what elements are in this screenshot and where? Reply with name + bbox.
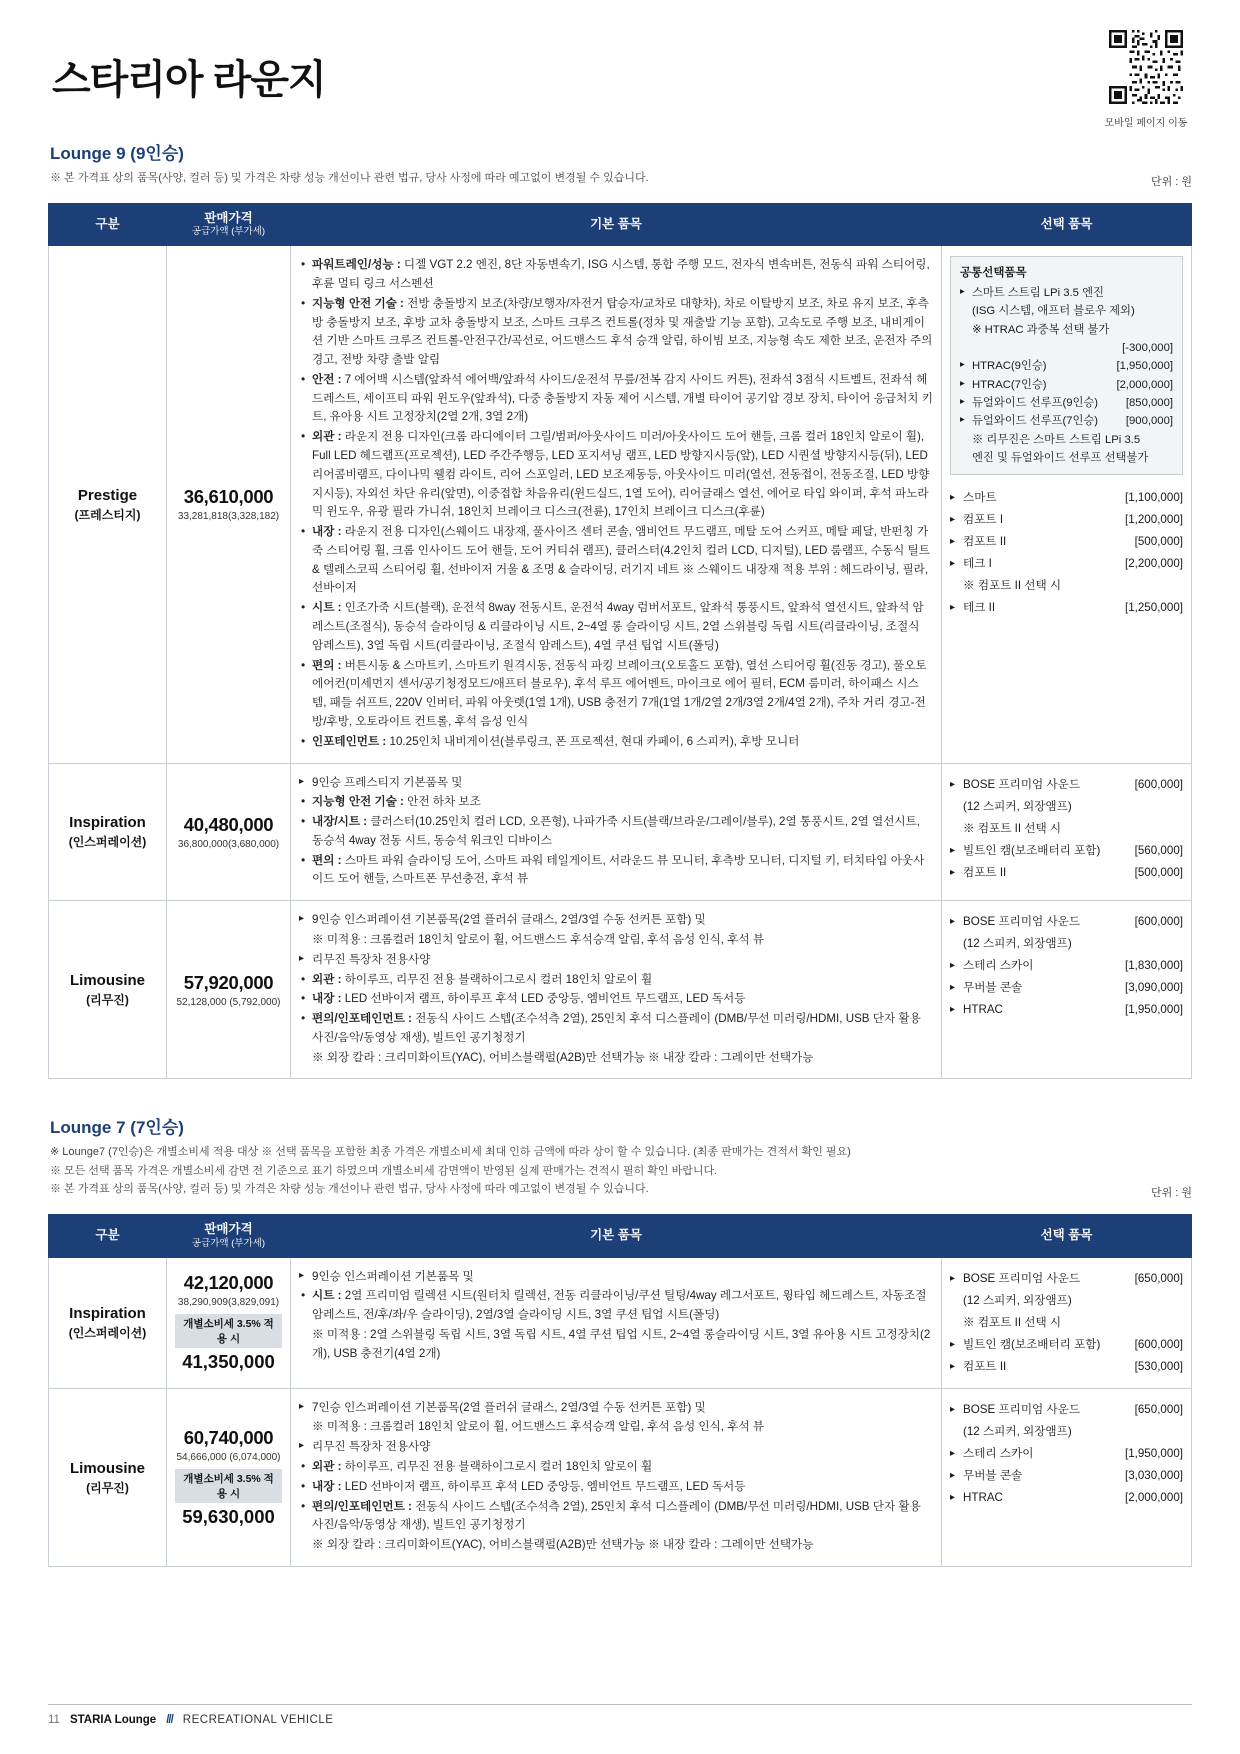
base-item-label: 시트 : <box>312 1289 345 1303</box>
base-item <box>299 1399 933 1418</box>
base-item-text: 7인승 인스퍼레이션 기본품목(2열 플러쉬 글래스, 2열/3열 수동 선커튼 포함) 및 <box>312 1400 706 1414</box>
base-item-text: 2열 프리미엄 릴렉션 시트(원터치 릴렉션, 전동 리클라이닝/쿠션 틸팅/4way 레그서포트, 윙타입 헤드레스트, 자동조절 암레스트, 전/후/좌/우 슬라이딩), 2열/3열 슬라이딩 시트, 3열 쿠션 팁업 시트(폴딩) <box>312 1289 927 1322</box>
section2-note-0: ※ Lounge7 (7인승)은 개별소비세 적용 대상 ※ 선택 품목을 포함한 최종 가격은 개별소비세 최대 인하 금액에 따라 상이 할 수 있습니다. (최종 판매가는 견적서 확인 필요) <box>50 1146 851 1159</box>
section-title-lounge7: Lounge 7 (7인승) <box>50 1118 184 1138</box>
base-item-text: 안전 하차 보조 <box>407 795 481 809</box>
base-item-list <box>299 256 933 751</box>
option-label: 듀얼와이드 선루프(9인승) <box>972 396 1099 409</box>
base-item <box>299 813 933 851</box>
option-label: 컴포트 II <box>963 865 1007 879</box>
option-label: ※ 컴포트 II 선택 시 <box>963 1315 1062 1329</box>
option-label: HTRAC <box>963 1490 1003 1504</box>
base-item-label: 인포테인먼트 : <box>312 734 390 748</box>
option-amount: [650,000] <box>1134 1402 1183 1416</box>
base-item <box>299 1498 933 1536</box>
option-amount: [600,000] <box>1134 777 1183 791</box>
base-item-label: 내장 : <box>312 1479 345 1493</box>
grade-cell <box>49 1388 167 1566</box>
option-amount: [1,250,000] <box>1124 601 1183 615</box>
option-label: (12 스피커, 외장앰프) <box>963 1424 1072 1438</box>
base-item-list <box>299 774 933 890</box>
price-supply-value: 52,128,000 (5,792,000) <box>176 996 281 1008</box>
base-item <box>299 793 933 812</box>
base-item-list <box>299 1399 933 1555</box>
option-item[interactable] <box>950 1443 1183 1465</box>
option-item[interactable] <box>950 796 1183 818</box>
option-label: HTRAC(9인승) <box>972 360 1047 373</box>
base-item <box>299 295 933 370</box>
option-list <box>950 774 1183 884</box>
option-item[interactable] <box>950 597 1183 619</box>
grade-name-kr: (리무진) <box>86 993 129 1008</box>
base-item <box>299 911 933 930</box>
base-item-text: 라운지 전용 디자인(크롬 라디에이터 그릴/범퍼/아웃사이드 미러/아웃사이드 도어 핸들, 크롬 컬러 18인치 알로이 휠), Full LED 헤드램프(프로젝션), LED 주간주행등, LED 포지셔닝 램프, LED 방향지시등(앞), LED 시퀀셜 방향지시등(뒤), LED 리어콤비램프, 다이나믹 웰컴 라이트, 리어 스포일러, LED 보조제동등, 아웃사이드 미러(열선, 전동접이, 전동조절, LED 방향지시등), 자외선 차단 유리(앞면), 이중접합 차음유리(윈드실드, 1열 도어), 리어글래스 열선, 에어로 타입 와이퍼, 후석 파노라믹 윈도우, 유광 필라 가니쉬, 18인치 브레이크 디스크(전륜), 17인치 브레이크 디스크(후륜) <box>312 430 930 519</box>
base-items-cell <box>291 901 942 1079</box>
base-item <box>299 371 933 427</box>
option-amount: [500,000] <box>1134 865 1183 879</box>
base-item <box>299 733 933 752</box>
option-label: 스테리 스카이 <box>963 1446 1034 1460</box>
option-item[interactable] <box>960 376 1173 394</box>
page-footer <box>48 1704 1192 1726</box>
option-label: 테크 I <box>963 557 992 571</box>
common-option-box <box>950 256 1183 475</box>
option-amount: [600,000] <box>1134 1337 1183 1351</box>
base-item-list <box>299 911 933 1067</box>
option-label: 스마트 <box>963 491 997 505</box>
base-item <box>299 428 933 522</box>
base-item-text: 버튼시동 & 스마트키, 스마트키 원격시동, 전동식 파킹 브레이크(오토홀드 포함), 열선 스티어링 휠(진동 경고), 풀오토 에어컨(미세먼지 센서/공기청정모드/애프터 블로우), 후석 루프 에어벤트, 마이크로 에어 필터, ECM 룸미러, 하이패스 시스템, 패들 쉬프트, 220V 인버터, 파워 아웃렛(1열 1개), USB 충전기 7개(1열 1개/2열 2개/3열 2개/4열 2개), 주차 거리 경고-전방/후방, 오토라이트 컨트롤, 후석 음성 인식 <box>312 658 927 728</box>
base-item-text: 라운지 전용 디자인(스웨이드 내장재, 풀사이즈 센터 콘솔, 앰비언트 무드램프, 메탈 도어 스커프, 메탈 페달, 반펀칭 가죽 스티어링 휠, 크롬 인사이드 도어 핸들, 도어 커티쉬 램프), 클러스터(4.2인치 컬러 LCD, 디지털), LED 룸램프, 수동식 틸트 & 텔레스코픽 스티어링 휠, 선바이저 거울 & 조명 & 슬라이딩, 러기지 네트 ※ 스웨이드 내장재 적용 부위 : 헤드라이닝, 필라, 선바이저 <box>312 525 930 595</box>
base-item-text: 7 에어백 시스템(앞좌석 에어백/앞좌석 사이드/운전석 무릎/전복 감지 사이드 커튼), 전좌석 3점식 시트벨트, 전좌석 헤드레스트, 세이프티 파워 윈도우(앞좌석), 다중 충돌방지 자동 제어 시스템, 개별 타이어 공기압 경보 장치, 타이어 응급처치 키트, 유아용 시트 고정장치(2열 2개, 3열 2개) <box>312 372 933 424</box>
col-base: 기본 품목 <box>291 1214 942 1257</box>
base-item <box>299 1536 933 1555</box>
option-label: 테크 II <box>963 601 996 615</box>
options-cell <box>942 901 1192 1079</box>
option-label: BOSE 프리미엄 사운드 <box>963 777 1081 791</box>
table-header-row <box>49 1214 1192 1257</box>
base-item <box>299 256 933 294</box>
base-item-text: ※ 외장 칼라 : 크리미화이트(YAC), 어비스블랙펄(A2B)만 선택가능 ※ 내장 칼라 : 그레이만 선택가능 <box>312 1538 814 1552</box>
col-base: 기본 품목 <box>291 203 942 246</box>
col-gubun: 구분 <box>49 1214 167 1257</box>
option-amount: [1,950,000] <box>1124 1003 1183 1017</box>
option-label: 엔진 및 듀얼와이드 선루프 선택불가 <box>972 451 1149 464</box>
footer-separator: /// <box>166 1714 173 1726</box>
section-title-lounge9: Lounge 9 (9인승) <box>50 144 184 163</box>
page-title: 스타리아 라운지 <box>52 58 326 102</box>
option-amount: [560,000] <box>1134 843 1183 857</box>
base-item-label: 지능형 안전 기술 : <box>312 795 408 809</box>
qr-block <box>1100 30 1192 129</box>
base-item <box>299 774 933 793</box>
base-item <box>299 657 933 732</box>
option-list <box>950 1268 1183 1378</box>
option-amount: [1,950,000] <box>1116 360 1173 373</box>
option-label: ※ 컴포트 II 선택 시 <box>963 821 1062 835</box>
price-table-lounge7 <box>48 1214 1192 1567</box>
base-item-text: 클러스터(10.25인치 컬러 LCD, 오픈형), 나파가죽 시트(블랙/브라운/그레이/블루), 2열 통풍시트, 2열 열선시트, 동승석 4way 전동 시트, 동승석 워크인 디바이스 <box>312 815 921 847</box>
base-item-label: 편의 : <box>312 658 345 672</box>
option-item[interactable] <box>960 412 1173 430</box>
price-table-lounge9 <box>48 203 1192 1080</box>
base-item-text: LED 선바이저 램프, 하이루프 후석 LED 중앙등, 엠비언트 무드램프, LED 독서등 <box>344 992 746 1006</box>
base-item-label: 내장 : <box>312 525 345 539</box>
grade-name: Limousine <box>69 1459 145 1477</box>
grade-name: Prestige <box>77 486 138 504</box>
price-after-tax: 59,630,000 <box>182 1505 275 1527</box>
options-cell <box>942 1388 1192 1566</box>
section2-unit: 단위 : 원 <box>1150 1186 1192 1199</box>
option-amount: [3,090,000] <box>1124 981 1183 995</box>
option-amount: [650,000] <box>1134 1271 1183 1285</box>
option-amount: [2,000,000] <box>1124 1490 1183 1504</box>
section1-unit: 단위 : 원 <box>1150 175 1192 188</box>
option-item[interactable] <box>950 531 1183 553</box>
option-item[interactable] <box>960 284 1173 302</box>
price-value: 42,120,000 <box>183 1272 274 1294</box>
base-item-label: 편의/인포테인먼트 : <box>312 1499 416 1513</box>
option-label: 빌트인 캠(보조배터리 포함) <box>963 843 1101 857</box>
tax-badge: 개별소비세 3.5% 적용 시 <box>175 1469 282 1503</box>
base-item-text: 전동식 사이드 스텝(조수석측 2열), 25인치 후석 디스플레이 (DMB/무선 미러링/HDMI, USB 단자 활용 사진/음악/동영상 재생), 빌트인 공기청정기 <box>312 1499 921 1532</box>
option-amount: [1,950,000] <box>1124 1446 1183 1460</box>
col-option: 선택 품목 <box>942 203 1192 246</box>
option-label: (12 스피커, 외장앰프) <box>963 1293 1072 1307</box>
grade-cell <box>49 763 167 901</box>
option-list <box>950 1399 1183 1509</box>
footer-category: RECREATIONAL VEHICLE <box>182 1714 334 1726</box>
option-item[interactable] <box>950 1487 1183 1509</box>
base-item-text: ※ 미적용 : 크롬컬러 18인치 알로이 휠, 어드밴스드 후석승객 알림, 후석 음성 인식, 후석 뷰 <box>312 932 765 946</box>
base-item-text: ※ 외장 칼라 : 크리미화이트(YAC), 어비스블랙펄(A2B)만 선택가능 ※ 내장 칼라 : 그레이만 선택가능 <box>312 1050 814 1064</box>
option-amount: [3,030,000] <box>1124 1468 1183 1482</box>
price-value: 36,610,000 <box>183 486 274 508</box>
base-item-text: 전동식 사이드 스텝(조수석측 2열), 25인치 후석 디스플레이 (DMB/무선 미러링/HDMI, USB 단자 활용 사진/음악/동영상 재생), 빌트인 공기청정기 <box>312 1012 921 1044</box>
option-label: 듀얼와이드 선루프(7인승) <box>972 415 1099 428</box>
option-label: (12 스피커, 외장앰프) <box>963 799 1072 813</box>
price-supply-value: 33,281,818(3,328,182) <box>177 511 280 523</box>
base-item-label: 내장/시트 : <box>312 815 371 829</box>
table-header-row <box>49 203 1192 246</box>
base-item-text: 리무진 특장차 전용사양 <box>312 952 431 966</box>
option-item[interactable] <box>950 1399 1183 1421</box>
option-item[interactable] <box>950 575 1183 597</box>
grade-name-kr: (인스퍼레이션) <box>68 1326 147 1341</box>
base-item-label: 편의 : <box>312 853 345 867</box>
option-amount: [850,000] <box>1125 396 1173 409</box>
base-item-text: 9인승 프레스티지 기본품목 및 <box>312 775 463 789</box>
base-item-text: 리무진 특장차 전용사양 <box>312 1440 431 1454</box>
option-item[interactable] <box>960 302 1173 320</box>
base-item-label: 파워트레인/성능 : <box>312 258 404 272</box>
option-label: HTRAC(7인승) <box>972 378 1047 391</box>
option-amount: [2,200,000] <box>1124 557 1183 571</box>
base-item-text: 하이루프, 리무진 전용 블랙하이그로시 컬러 18인치 알로이 휠 <box>344 972 653 986</box>
option-item[interactable] <box>960 431 1173 449</box>
price-cell <box>167 1257 291 1388</box>
options-cell <box>942 1257 1192 1388</box>
base-item <box>299 1326 933 1364</box>
table-row <box>49 763 1192 901</box>
grade-name: Inspiration <box>69 814 146 832</box>
common-option-title: 공통선택품목 <box>960 267 1027 280</box>
option-item[interactable] <box>950 1312 1183 1334</box>
option-item[interactable] <box>950 999 1183 1021</box>
grade-cell <box>49 901 167 1079</box>
base-item-text: 9인승 인스퍼레이션 기본품목 및 <box>312 1269 474 1283</box>
option-amount: [600,000] <box>1134 915 1183 929</box>
option-amount: [1,200,000] <box>1124 513 1183 527</box>
option-label: 스마트 스트림 LPi 3.5 엔진 <box>972 287 1104 300</box>
base-item <box>299 1287 933 1325</box>
col-gubun: 구분 <box>49 203 167 246</box>
price-supply-value: 36,800,000(3,680,000) <box>177 838 280 850</box>
base-item-text: LED 선바이저 램프, 하이루프 후석 LED 중앙등, 엠비언트 무드램프, LED 독서등 <box>344 1479 746 1493</box>
base-item <box>299 1438 933 1457</box>
option-label: ※ 리무진은 스마트 스트림 LPi 3.5 <box>972 433 1141 446</box>
base-item-text: ※ 미적용 : 크롬컬러 18인치 알로이 휠, 어드밴스드 후석승객 알림, 후석 음성 인식, 후석 뷰 <box>312 1420 765 1434</box>
price-supply-value: 38,290,909(3,829,091) <box>177 1297 280 1309</box>
base-item-text: 9인승 인스퍼레이션 기본품목(2열 플러쉬 글래스, 2열/3열 수동 선커튼 포함) 및 <box>312 913 706 927</box>
option-label: 컴포트 II <box>963 1359 1007 1373</box>
grade-name-kr: (리무진) <box>86 1480 129 1495</box>
table-row <box>49 1388 1192 1566</box>
base-item-text: 디젤 VGT 2.2 엔진, 8단 자동변속기, ISG 시스템, 통합 주행 모드, 전자식 변속버튼, 전동식 파워 스티어링, 후륜 멀티 링크 서스펜션 <box>312 258 930 290</box>
qr-caption: 모바일 페이지 이동 <box>1104 118 1188 129</box>
option-amount: [900,000] <box>1125 415 1173 428</box>
option-item[interactable] <box>960 394 1173 412</box>
option-item[interactable] <box>950 1465 1183 1487</box>
base-item-label: 외관 : <box>312 972 345 986</box>
base-item <box>299 951 933 970</box>
base-item-label: 안전 : <box>312 372 345 386</box>
base-item-label: 내장 : <box>312 992 345 1006</box>
base-item-text: 10.25인치 내비게이션(블루링크, 폰 프로젝션, 현대 카페이, 6 스피커), 후방 모니터 <box>389 734 800 748</box>
col-price: 판매가격 공급가액 (부가세) <box>167 1214 291 1257</box>
option-list <box>960 284 1173 467</box>
base-item <box>299 1010 933 1048</box>
option-item[interactable] <box>960 339 1173 357</box>
option-label: BOSE 프리미엄 사운드 <box>963 1271 1081 1285</box>
option-list <box>950 911 1183 1021</box>
option-item[interactable] <box>950 553 1183 575</box>
option-label: 무버블 콘솔 <box>963 1468 1023 1482</box>
option-item[interactable] <box>950 1421 1183 1443</box>
base-item-list <box>299 1268 933 1364</box>
base-items-cell <box>291 246 942 763</box>
option-item[interactable] <box>950 933 1183 955</box>
option-amount: [-300,000] <box>1122 342 1173 355</box>
section2-note-2: ※ 본 가격표 상의 품목(사양, 컬러 등) 및 가격은 차량 성능 개선이나 관련 법규, 당사 사정에 따라 예고없이 변경될 수 있습니다. <box>50 1183 649 1196</box>
base-item-text: 스마트 파워 슬라이딩 도어, 스마트 파워 테일게이트, 서라운드 뷰 모니터, 후측방 모니터, 디지털 키, 터치타입 아웃사이드 도어 핸들, 스마트폰 무선충전, 후석 뷰 <box>312 853 925 886</box>
option-item[interactable] <box>950 911 1183 933</box>
option-amount: [1,100,000] <box>1124 491 1183 505</box>
base-item <box>299 990 933 1009</box>
option-item[interactable] <box>960 449 1173 467</box>
tax-badge: 개별소비세 3.5% 적용 시 <box>175 1314 282 1348</box>
option-label: HTRAC <box>963 1003 1003 1017</box>
price-value: 57,920,000 <box>183 971 274 993</box>
grade-cell <box>49 246 167 763</box>
page-number: 11 <box>48 1714 60 1726</box>
option-label: ※ HTRAC 과중복 선택 불가 <box>972 323 1110 336</box>
base-item <box>299 599 933 655</box>
option-label: 빌트인 캠(보조배터리 포함) <box>963 1337 1101 1351</box>
option-item[interactable] <box>950 774 1183 796</box>
base-item-label: 외관 : <box>312 430 345 444</box>
base-item <box>299 931 933 950</box>
option-list <box>950 487 1183 619</box>
base-item <box>299 852 933 890</box>
option-label: (ISG 시스템, 애프터 블로우 제외) <box>972 305 1135 318</box>
base-items-cell <box>291 763 942 901</box>
option-item[interactable] <box>950 487 1183 509</box>
option-label: BOSE 프리미엄 사운드 <box>963 915 1081 929</box>
price-cell <box>167 246 291 763</box>
base-item <box>299 1478 933 1497</box>
option-item[interactable] <box>950 1334 1183 1356</box>
base-item-label: 편의/인포테인먼트 : <box>312 1012 416 1026</box>
table-row <box>49 901 1192 1079</box>
option-amount: [1,830,000] <box>1124 959 1183 973</box>
option-label: (12 스피커, 외장앰프) <box>963 937 1072 951</box>
price-after-tax: 41,350,000 <box>182 1351 275 1373</box>
price-value: 40,480,000 <box>183 813 274 835</box>
options-cell <box>942 246 1192 763</box>
option-label: 컴포트 II <box>963 535 1007 549</box>
base-item-label: 시트 : <box>312 601 345 615</box>
section2-note-1: ※ 모든 선택 품목 가격은 개별소비세 감면 전 기준으로 표기 하였으며 개별소비세 감면액이 반영된 실제 판매가는 견적시 필히 확인 바랍니다. <box>50 1164 718 1177</box>
option-label: 컴포트 I <box>963 513 1004 527</box>
base-items-cell <box>291 1257 942 1388</box>
option-amount: [2,000,000] <box>1116 378 1173 391</box>
grade-name: Limousine <box>69 972 145 990</box>
price-value: 60,740,000 <box>183 1426 274 1448</box>
base-item <box>299 1049 933 1068</box>
base-item-text: 인조가죽 시트(블랙), 운전석 8way 전동시트, 운전석 4way 럼버서포트, 앞좌석 통풍시트, 앞좌석 열선시트, 앞좌석 암레스트(조절식), 동승석 슬라이딩 & 리클라이닝 시트, 2~4열 롱 슬라이딩 시트, 2열 스위블링 독립 시트(리클라이닝, 조절식 암레스트), 3열 독립 시트(리클라이닝, 조절식 암레스트), 4열 쿠션 팁업 시트(폴딩) <box>312 601 924 652</box>
option-item[interactable] <box>950 840 1183 862</box>
base-item-text: 하이루프, 리무진 전용 블랙하이그로시 컬러 18인치 알로이 휠 <box>344 1460 653 1474</box>
base-item-label: 지능형 안전 기술 : <box>312 296 408 310</box>
option-label: ※ 컴포트 II 선택 시 <box>963 579 1062 593</box>
footer-model-name: STARIA Lounge <box>69 1714 157 1726</box>
price-cell <box>167 901 291 1079</box>
qr-code-icon[interactable] <box>1109 30 1183 104</box>
grade-name-kr: (인스퍼레이션) <box>68 835 147 850</box>
base-item <box>299 1268 933 1287</box>
price-supply-value: 54,666,000 (6,074,000) <box>176 1451 281 1463</box>
base-item-label: 외관 : <box>312 1460 345 1474</box>
option-item[interactable] <box>960 321 1173 339</box>
base-item <box>299 523 933 598</box>
option-item[interactable] <box>950 977 1183 999</box>
option-item[interactable] <box>960 357 1173 375</box>
base-item-text: 전방 충돌방지 보조(차량/보행자/자전거 탑승자/교차로 대향차), 차로 이탈방지 보조, 차로 유지 보조, 후측방 충돌방지 보조, 후방 교차 충돌방지 보조, 스마트 크루즈 컨트롤(정차 및 재출발 기능 포함), 고속도로 주행 보조, 내비게이션 기반 스마트 크루즈 컨트롤-안전구간/곡선로, 어드밴스드 후석 승객 알림, 하이빔 보조, 지능형 속도 제한 보조, 운전자 주의 경고, 전방 차량 출발 알림 <box>312 296 933 367</box>
option-label: BOSE 프리미엄 사운드 <box>963 1402 1081 1416</box>
table-row <box>49 246 1192 763</box>
base-item <box>299 971 933 990</box>
grade-cell <box>49 1257 167 1388</box>
option-label: 스테리 스카이 <box>963 959 1034 973</box>
grade-name: Inspiration <box>69 1305 146 1323</box>
option-item[interactable] <box>950 818 1183 840</box>
col-price: 판매가격 공급가액 (부가세) <box>167 203 291 246</box>
section1-note-0: ※ 본 가격표 상의 품목(사양, 컬러 등) 및 가격은 차량 성능 개선이나 관련 법규, 당사 사정에 따라 예고없이 변경될 수 있습니다. <box>50 172 649 184</box>
col-option: 선택 품목 <box>942 1214 1192 1257</box>
option-amount: [530,000] <box>1134 1359 1183 1373</box>
table-row <box>49 1257 1192 1388</box>
option-item[interactable] <box>950 509 1183 531</box>
option-item[interactable] <box>950 1268 1183 1290</box>
price-cell <box>167 1388 291 1566</box>
option-item[interactable] <box>950 1356 1183 1378</box>
option-amount: [500,000] <box>1134 535 1183 549</box>
options-cell <box>942 763 1192 901</box>
option-item[interactable] <box>950 1290 1183 1312</box>
grade-name-kr: (프레스티지) <box>74 507 141 522</box>
price-cell <box>167 763 291 901</box>
option-item[interactable] <box>950 955 1183 977</box>
base-item <box>299 1458 933 1477</box>
base-item <box>299 1418 933 1437</box>
option-item[interactable] <box>950 862 1183 884</box>
base-item-text: ※ 미적용 : 2열 스위블링 독립 시트, 3열 독립 시트, 4열 쿠션 팁업 시트, 2~4열 롱슬라이딩 시트, 3열 유아용 시트 고정장치(2개), USB 충전기(4열 2개) <box>312 1327 931 1360</box>
option-label: 무버블 콘솔 <box>963 981 1023 995</box>
base-items-cell <box>291 1388 942 1566</box>
